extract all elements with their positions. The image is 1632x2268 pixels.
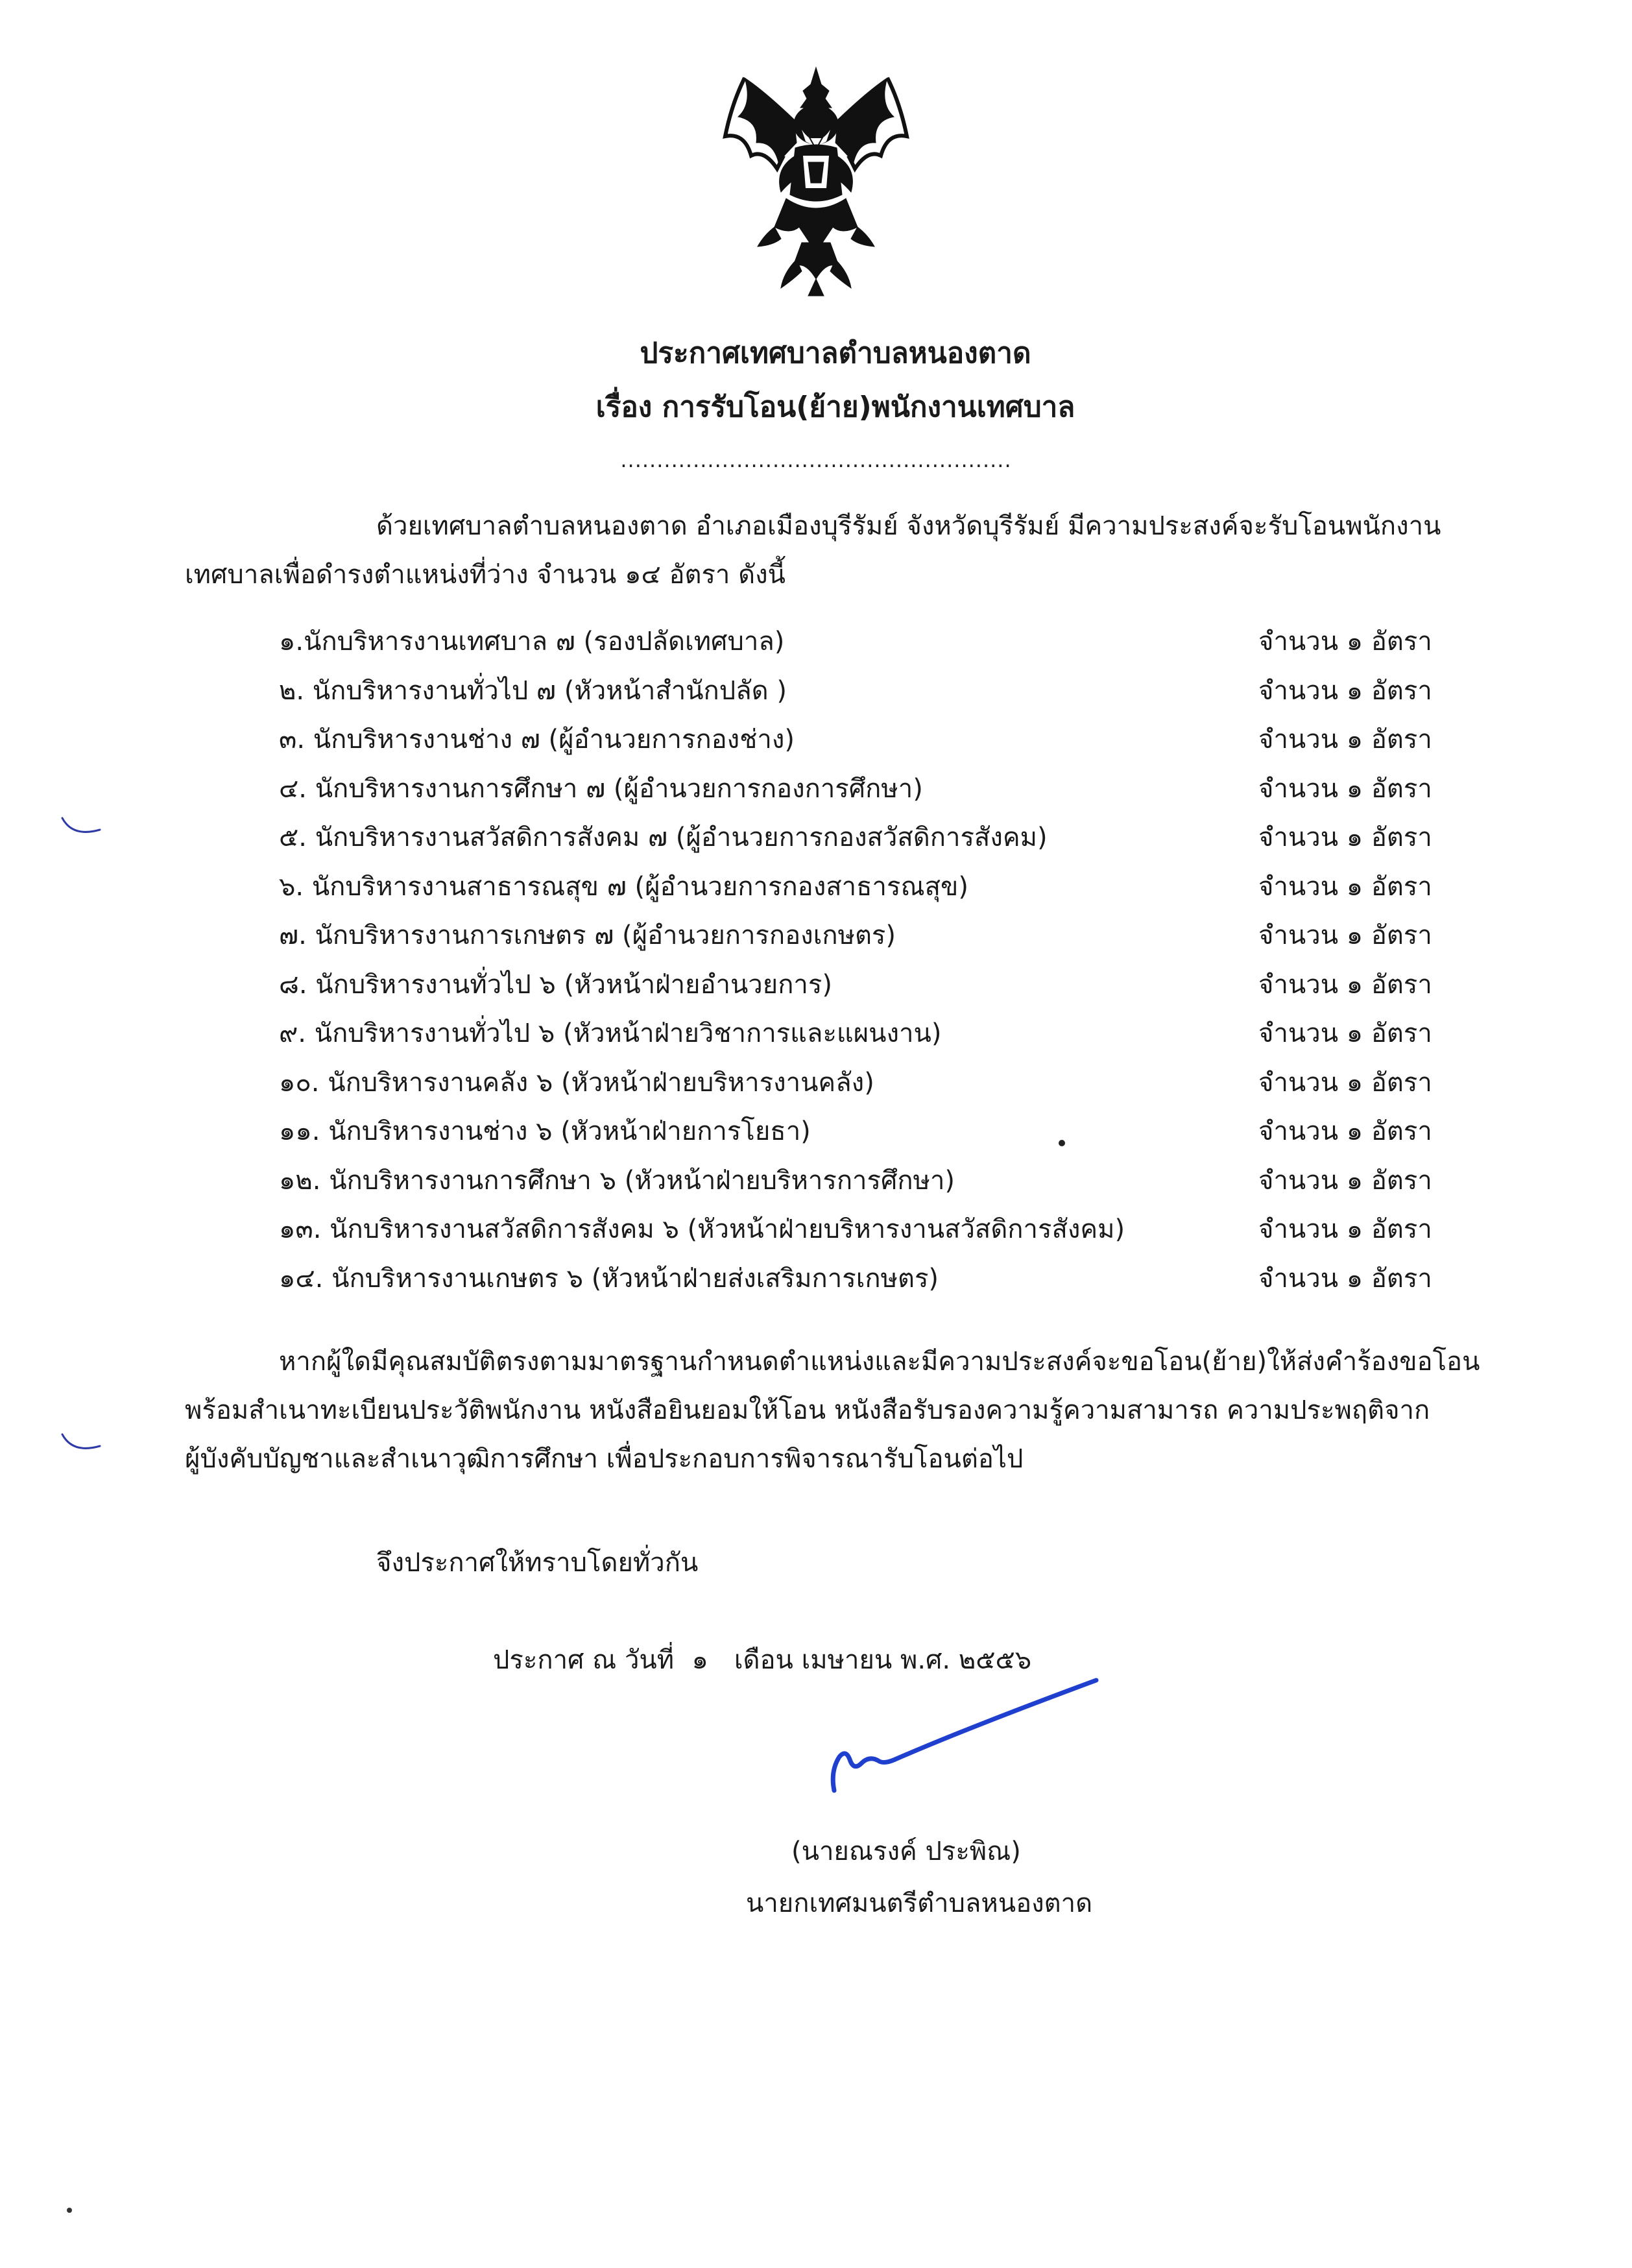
position-count: จำนวน ๑ อัตรา xyxy=(1258,1263,1432,1294)
scan-mark xyxy=(60,1430,105,1456)
intro-line-2: เทศบาลเพื่อดำรงตำแหน่งที่ว่าง จำนวน ๑๔ อัตรา ดังนี้ xyxy=(185,560,786,590)
position-count: จำนวน ๑ อัตรา xyxy=(1258,725,1432,754)
position-count: จำนวน ๑ อัตรา xyxy=(1258,1116,1432,1146)
date-prefix: ประกาศ ณ วันที่ xyxy=(493,1645,675,1675)
position-count: จำนวน ๑ อัตรา xyxy=(1258,1165,1432,1196)
list-item xyxy=(279,1064,1446,1113)
garuda-emblem-icon xyxy=(719,65,913,298)
announcement-subject: เรื่อง การรับโอน(ย้าย)พนักงานเทศบาล xyxy=(595,391,1075,424)
position-count: จำนวน ๑ อัตรา xyxy=(1258,1214,1432,1244)
announcement-title: ประกาศเทศบาลตำบลหนองตาด xyxy=(640,337,1031,370)
position-count: จำนวน ๑ อัตรา xyxy=(1258,1019,1432,1048)
position-label: ๑๑. นักบริหารงานช่าง ๖ (หัวหน้าฝ่ายการโยธา) xyxy=(279,1116,811,1146)
position-label: ๖. นักบริหารงานสาธารณสุข ๗ (ผู้อำนวยการกองสาธารณสุข) xyxy=(279,871,968,902)
list-item xyxy=(279,819,1446,868)
list-item xyxy=(279,770,1446,819)
signatory-position: นายกเทศมนตรีตำบลหนองตาด xyxy=(746,1888,1093,1918)
date-month-year: เดือน เมษายน พ.ศ. ๒๕๕๖ xyxy=(726,1645,1032,1675)
signatory-name: (นายณรงค์ ประพิณ) xyxy=(791,1837,1021,1866)
list-item xyxy=(279,1211,1446,1260)
list-item xyxy=(279,1015,1446,1064)
position-count: จำนวน ๑ อัตรา xyxy=(1258,921,1432,950)
list-item xyxy=(279,623,1446,672)
scan-mark xyxy=(60,814,105,840)
position-label: ๗. นักบริหารงานการเกษตร ๗ (ผู้อำนวยการกองเกษตร) xyxy=(279,921,896,950)
vacancy-list xyxy=(279,623,1446,1309)
position-count: จำนวน ๑ อัตรา xyxy=(1258,871,1432,902)
position-count: จำนวน ๑ อัตรา xyxy=(1258,675,1432,706)
position-label: ๘. นักบริหารงานทั่วไป ๖ (หัวหน้าฝ่ายอำนวยการ) xyxy=(279,969,832,1000)
position-label: ๑๒. นักบริหารงานการศึกษา ๖ (หัวหน้าฝ่ายบริหารการศึกษา) xyxy=(279,1165,955,1196)
list-item xyxy=(279,1113,1446,1162)
position-label: ๕. นักบริหารงานสวัสดิการสังคม ๗ (ผู้อำนวยการกองสวัสดิการสังคม) xyxy=(279,823,1048,852)
position-label: ๑๓. นักบริหารงานสวัสดิการสังคม ๖ (หัวหน้าฝ่ายบริหารงานสวัสดิการสังคม) xyxy=(279,1214,1125,1244)
position-count: จำนวน ๑ อัตรา xyxy=(1258,627,1432,657)
position-label: ๙. นักบริหารงานทั่วไป ๖ (หัวหน้าฝ่ายวิชาการและแผนงาน) xyxy=(279,1019,942,1048)
list-item xyxy=(279,672,1446,721)
date-day: ๑ xyxy=(691,1645,708,1675)
conditions-line-3: ผู้บังคับบัญชาและสำเนาวุฒิการศึกษา เพื่อประกอบการพิจารณารับโอนต่อไป xyxy=(185,1444,1024,1474)
position-label: ๑.นักบริหารงานเทศบาล ๗ (รองปลัดเทศบาล) xyxy=(279,627,785,657)
position-label: ๒. นักบริหารงานทั่วไป ๗ (หัวหน้าสำนักปลัด ) xyxy=(279,675,787,706)
list-item xyxy=(279,1260,1446,1309)
conditions-line-1: หากผู้ใดมีคุณสมบัติตรงตามมาตรฐานกำหนดตำแหน่งและมีความประสงค์จะขอโอน(ย้าย)ให้ส่งคำร้องขอโอน xyxy=(279,1347,1480,1377)
list-item xyxy=(279,917,1446,966)
conditions-line-2: พร้อมสำเนาทะเบียนประวัติพนักงาน หนังสือยินยอมให้โอน หนังสือรับรองความรู้ความสามารถ ความประพฤติจาก xyxy=(185,1395,1430,1425)
title-divider: ...................................................... xyxy=(620,448,1012,472)
handwritten-signature xyxy=(824,1674,1129,1804)
position-label: ๓. นักบริหารงานช่าง ๗ (ผู้อำนวยการกองช่าง) xyxy=(279,725,795,754)
list-item xyxy=(279,868,1446,917)
position-count: จำนวน ๑ อัตรา xyxy=(1258,969,1432,1000)
position-count: จำนวน ๑ อัตรา xyxy=(1258,773,1432,804)
position-label: ๔. นักบริหารงานการศึกษา ๗ (ผู้อำนวยการกองการศึกษา) xyxy=(279,773,923,804)
intro-line-1: ด้วยเทศบาลตำบลหนองตาด อำเภอเมืองบุรีรัมย์ จังหวัดบุรีรัมย์ มีความประสงค์จะรับโอนพนักงาน xyxy=(376,511,1441,541)
list-item xyxy=(279,1162,1446,1211)
list-item xyxy=(279,966,1446,1015)
position-count: จำนวน ๑ อัตรา xyxy=(1258,1067,1432,1098)
position-label: ๑๔. นักบริหารงานเกษตร ๖ (หัวหน้าฝ่ายส่งเสริมการเกษตร) xyxy=(279,1263,939,1294)
scan-dot xyxy=(65,2206,74,2215)
closing-statement: จึงประกาศให้ทราบโดยทั่วกัน xyxy=(376,1548,699,1578)
position-count: จำนวน ๑ อัตรา xyxy=(1258,823,1432,852)
list-item xyxy=(279,721,1446,770)
position-label: ๑๐. นักบริหารงานคลัง ๖ (หัวหน้าฝ่ายบริหารงานคลัง) xyxy=(279,1067,874,1098)
scan-dot xyxy=(1057,1139,1066,1148)
